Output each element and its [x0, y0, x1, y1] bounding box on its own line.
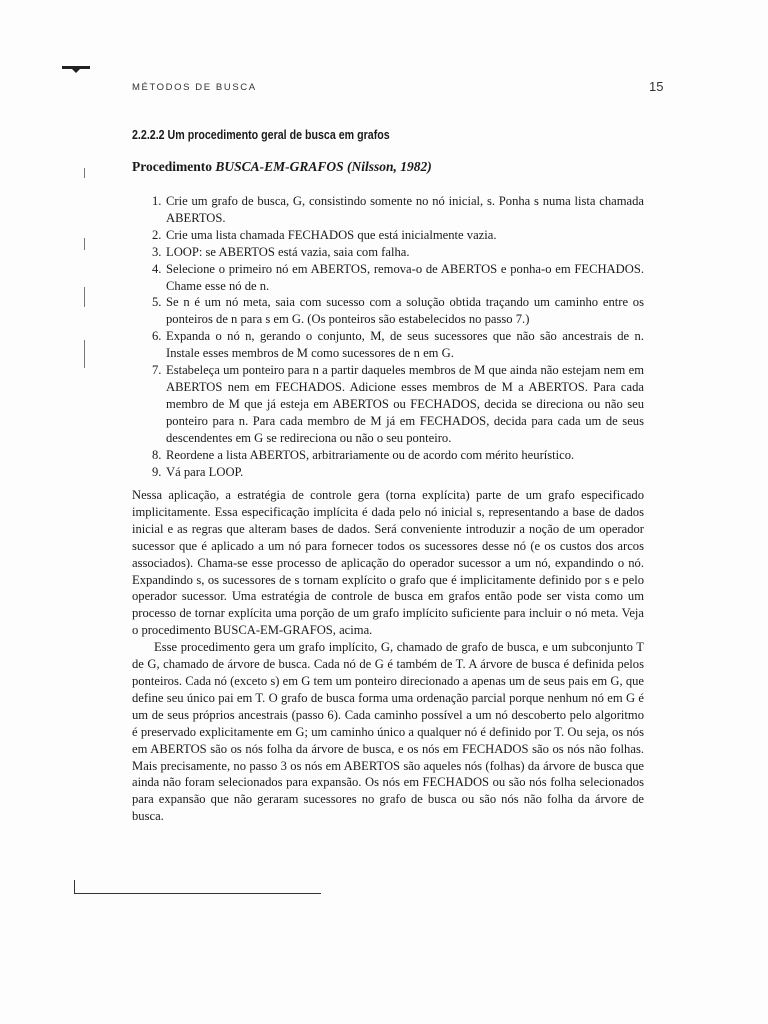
step-number: 5.	[152, 295, 162, 310]
list-item	[152, 294, 644, 328]
procedure-label: Procedimento	[132, 159, 212, 174]
step-text: Vá para LOOP.	[166, 464, 244, 479]
list-item	[152, 447, 644, 464]
step-number: 9.	[152, 464, 162, 479]
corner-mark	[62, 66, 90, 69]
step-number: 4.	[152, 261, 162, 276]
list-item	[152, 328, 644, 362]
step-number: 7.	[152, 363, 162, 378]
step-number: 8.	[152, 447, 162, 462]
list-item	[152, 227, 644, 244]
page-number: 15	[649, 79, 664, 94]
paragraph: Nessa aplicação, a estratégia de controle gera (torna explícita) parte de um grafo especificado implicitamente. Essa especificação implícita é dada pelo nó inicial s, representando a base de dados inicial e as regras que alteram bases de dados. Será conveniente introduzir a noção de um operador sucessor que é aplicado a um nó para fornecer todos os sucessores desse nó (e os custos dos arcos associados). Chama-se esse processo de aplicação do operador sucessor a um nó, expandindo o nó. Expandindo s, os sucessores de s tornam explícito o grafo que é implicitamente definido por s e pelo operador sucessor. Uma estratégia de controle de busca em grafos então pode ser vista como um processo de tornar explícita uma porção de um grafo implícito suficiente para incluir o nó meta. Veja o procedimento BUSCA-EM-GRAFOS, acima.	[132, 488, 644, 638]
list-item	[152, 261, 644, 295]
list-item	[152, 362, 644, 447]
margin-mark	[84, 287, 85, 307]
margin-mark	[84, 340, 85, 368]
margin-mark	[84, 168, 85, 178]
margin-mark	[84, 238, 85, 250]
procedure-heading	[132, 159, 432, 175]
procedure-steps	[152, 193, 644, 480]
step-number: 6.	[152, 329, 162, 344]
step-text: Crie um grafo de busca, G, consistindo somente no nó inicial, s. Ponha s numa lista chamada ABERTOS.	[166, 194, 644, 225]
list-item	[152, 244, 644, 261]
paragraph: Esse procedimento gera um grafo implícito, G, chamado de grafo de busca, e um subconjunto T de G, chamado de árvore de busca. Cada nó de G é também de T. A árvore de busca é definida pelos ponteiros. Cada nó (exceto s) em G tem um ponteiro direcionado a apenas um de seus pais em G, que define seu único pai em T. O grafo de busca forma uma ordenação parcial porque nenhum nó em G é um de seus próprios ancestrais (passo 6). Cada caminho possível a um nó descoberto pelo algoritmo é preservado explicitamente em G; um caminho único a qualquer nó é definido por T. Ou seja, os nós em ABERTOS são os nós folha da árvore de busca, e os nós em FECHADOS são os nós não folhas. Mais precisamente, no passo 3 os nós em ABERTOS são aqueles nós (folhas) da árvore de busca que ainda não foram selecionados para expansão. Os nós em FECHADOS ou são nós folha selecionados para expansão que não geraram sucessores no grafo de busca ou são nós não folha da árvore de busca.	[132, 640, 644, 824]
step-text: Crie uma lista chamada FECHADOS que está inicialmente vazia.	[166, 227, 497, 242]
step-number: 2.	[152, 227, 162, 242]
step-text: Se n é um nó meta, saia com sucesso com a solução obtida traçando um caminho entre os ponteiros de n para s em G. (Os ponteiros são estabelecidos no passo 7.)	[166, 295, 644, 327]
list-item	[152, 464, 644, 481]
list-item	[152, 193, 644, 227]
footer-tick	[74, 880, 75, 894]
step-text: Selecione o primeiro nó em ABERTOS, remova-o de ABERTOS e ponha-o em FECHADOS. Chame esse nó de n.	[166, 261, 644, 293]
step-text: Estabeleça um ponteiro para n a partir daqueles membros de M que ainda não estejam nem em ABERTOS nem em FECHADOS. Adicione esses membros de M a ABERTOS. Para cada membro de M que já esteja em ABERTOS ou FECHADOS, decida se direciona ou não seu ponteiro para n. Para cada membro de M já em FECHADOS, decida para cada um de seus descendentes em G se redireciona ou não o seu ponteiro.	[166, 363, 644, 445]
step-number: 3.	[152, 244, 162, 259]
body-text	[132, 487, 644, 825]
procedure-name: BUSCA-EM-GRAFOS (Nilsson, 1982)	[215, 159, 432, 174]
step-text: LOOP: se ABERTOS está vazia, saia com falha.	[166, 244, 410, 259]
section-title: 2.2.2.2 Um procedimento geral de busca em grafos	[132, 127, 390, 142]
step-number: 1.	[152, 194, 162, 208]
step-text: Expanda o nó n, gerando o conjunto, M, de seus sucessores que não são ancestrais de n. Instale esses membros de M como sucessores de n em G.	[166, 329, 644, 361]
step-text: Reordene a lista ABERTOS, arbitrariamente ou de acordo com mérito heurístico.	[166, 447, 575, 462]
footer-rule	[74, 893, 321, 894]
running-head: MÉTODOS DE BUSCA	[132, 82, 257, 93]
